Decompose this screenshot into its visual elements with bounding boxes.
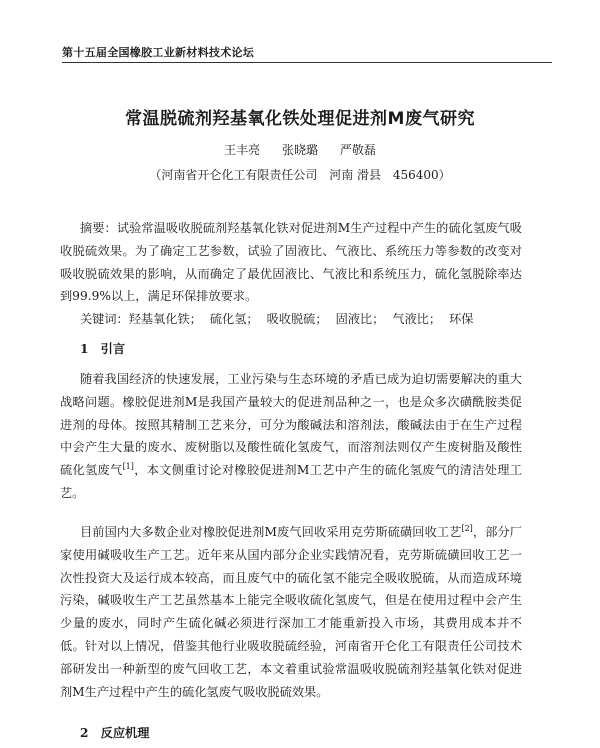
paragraph-1-text: 随着我国经济的快速发展，工业污染与生态环境的矛盾已成为迫切需要解决的重大战略问题。橡胶促进剂M是我国产量较大的促进剂品种之一，也是众多次磺酰胺类促进剂的母体。按照其精制工艺来分，可分为酸碱法和溶剂法，酸碱法由于在生产过程中会产生大量的废水、废树脂以及酸性硫化氢废气，而溶剂法则仅产生废树脂及酸性硫化氢废气 [60,372,522,478]
keyword: 气液比； [392,312,442,326]
paragraph-2 [60,521,522,703]
keywords-label: 关键词： [80,312,129,326]
paragraph-2-text: 目前国内大多数企业对橡胶促进剂M废气回收采用克劳斯硫磺回收工艺 [80,525,462,539]
author-2: 张晓璐 [281,143,318,157]
keywords [80,308,520,331]
keyword: 固液比； [335,312,385,326]
running-header: 第十五届全国橡胶工业新材料技术论坛 [62,46,255,59]
citation-ref: [2] [461,523,473,533]
affiliation-location: 河南 滑县 [329,168,382,182]
keyword: 环保 [449,312,474,326]
section-heading-mechanism: 2 反应机理 [80,726,150,740]
paragraph-1 [60,368,522,505]
keyword: 吸收脱硫； [266,312,328,326]
citation-ref: [1] [122,462,134,472]
article-title: 常温脱硫剂羟基氧化铁处理促进剂M废气研究 [125,109,475,129]
header-rule [62,62,552,63]
paragraph-2-tail: ，部分厂家使用碱吸收生产工艺。近年来从国内部分企业实践情况看，克劳斯硫磺回收工艺一次性投资大及运行成本较高，而且废气中的硫化氢不能完全吸收脱硫，从而造成环境污染，碱吸收生产工艺虽然基本上能完全吸收硫化氢废气，但是在使用过程中会产生少量的废水，同时产生硫化碱必须进行深加工才能重新投入市场，其费用成本并不低。针对以上情况，借鉴其他行业吸收脱硫经验，河南省开仑化工有限责任公司技术部研发出一种新型的废气回收工艺，本文着重试验常温吸收脱硫剂羟基氧化铁对促进剂M生产过程中产生的硫化氢废气吸收脱硫效果。 [60,525,522,699]
author-3: 严敬磊 [339,143,376,157]
keyword: 硫化氢； [209,312,259,326]
author-list [0,141,600,158]
keyword: 羟基氧化铁； [128,312,202,326]
affiliation [0,166,600,183]
section-heading-introduction: 1 引言 [80,342,126,356]
abstract: 摘要：试验常温吸收脱硫剂羟基氧化铁对促进剂M生产过程中产生的硫化氢废气吸收脱硫效果。为了确定工艺参数，试验了固液比、气液比、系统压力等参数的改变对吸收脱硫效果的影响，从而确定了最优固液比、气液比和系统压力，硫化氢脱除率达到99.9%以上，满足环保排放要求。 [60,221,522,304]
affiliation-org: （河南省开仑化工有限责任公司 [149,168,318,182]
affiliation-postcode: 456400） [392,168,451,182]
author-1: 王丰亮 [224,143,261,157]
paragraph-1-tail: ，本文侧重讨论对橡胶促进剂M工艺中产生的硫化氢废气的清洁处理工艺。 [60,463,523,500]
